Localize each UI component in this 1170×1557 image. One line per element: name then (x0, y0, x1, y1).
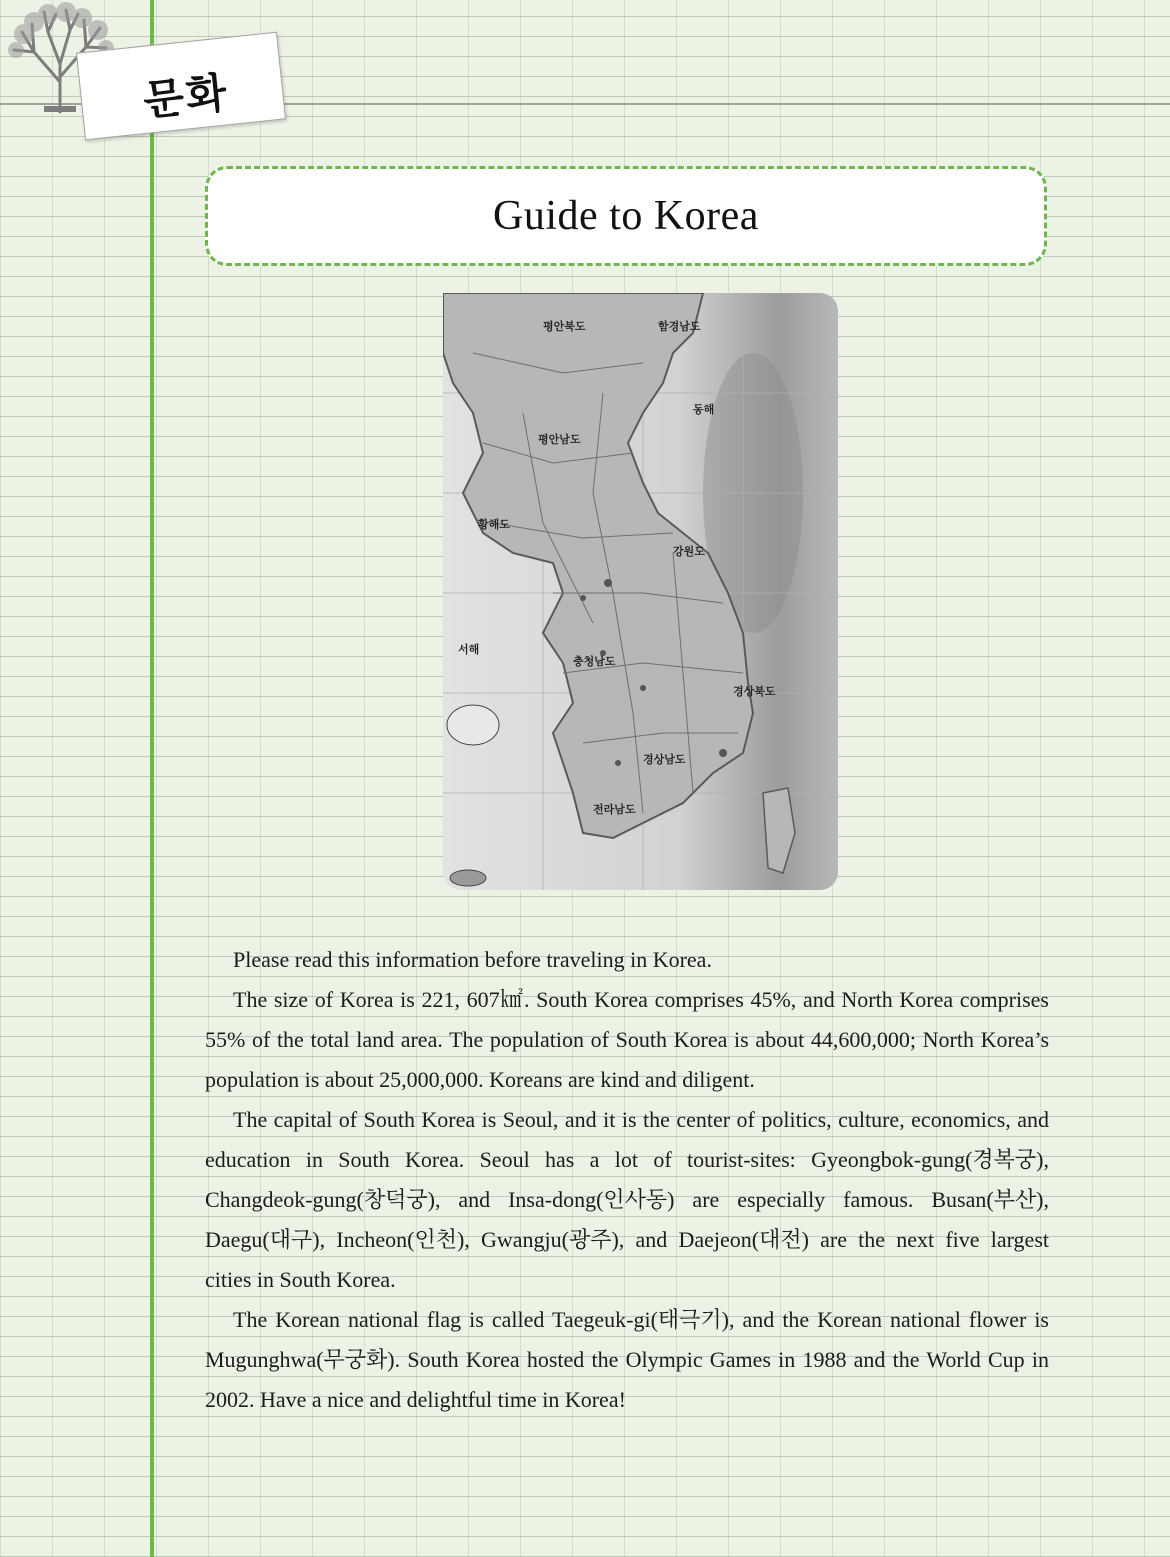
svg-text:경상북도: 경상북도 (733, 685, 776, 698)
svg-text:서해: 서해 (458, 643, 480, 656)
svg-text:전라남도: 전라남도 (593, 803, 636, 816)
korea-map (443, 293, 838, 890)
article-body (205, 940, 1049, 1420)
title-box (205, 166, 1047, 266)
svg-text:평안남도: 평안남도 (538, 433, 581, 446)
svg-text:황해도: 황해도 (478, 518, 510, 531)
svg-text:평안북도: 평안북도 (543, 320, 586, 333)
svg-text:강원도: 강원도 (673, 545, 705, 558)
page-title: Guide to Korea (493, 193, 759, 239)
svg-text:경상남도: 경상남도 (643, 753, 686, 766)
notebook-margin-line (150, 0, 154, 1557)
svg-text:충청남도: 충청남도 (573, 655, 616, 668)
section-tag-label: 문화 (140, 67, 231, 126)
svg-text:동해: 동해 (693, 403, 715, 416)
article-paragraph: Please read this information before traveling in Korea. (233, 947, 712, 972)
article-paragraph: The size of Korea is 221, 607㎢. South Korea comprises 45%, and North Korea comprises 55% of the total land area. The population of South Korea is about 44,600,000; North Korea’s population is about 25,000,000. Koreans are kind and diligent. (205, 987, 1049, 1092)
korea-map-image-icon (443, 293, 838, 890)
article-paragraph: The capital of South Korea is Seoul, and it is the center of politics, culture, economics, and education in South Korea. Seoul has a lot of tourist-sites: Gyeongbok-gung(경복궁), Changdeok-gung(창덕궁), and Insa-dong(인사동) are especially famous. Busan(부산), Daegu(대구), Incheon(인천), Gwangju(광주), and Daejeon(대전) are the next five largest cities in South Korea. (205, 1107, 1049, 1292)
article-paragraph: The Korean national flag is called Taegeuk-gi(태극기), and the Korean national flower is Mugunghwa(무궁화). South Korea hosted the Olympic Games in 1988 and the World Cup in 2002. Have a nice and delightful time in Korea! (205, 1307, 1049, 1412)
svg-text:함경남도: 함경남도 (658, 320, 701, 333)
